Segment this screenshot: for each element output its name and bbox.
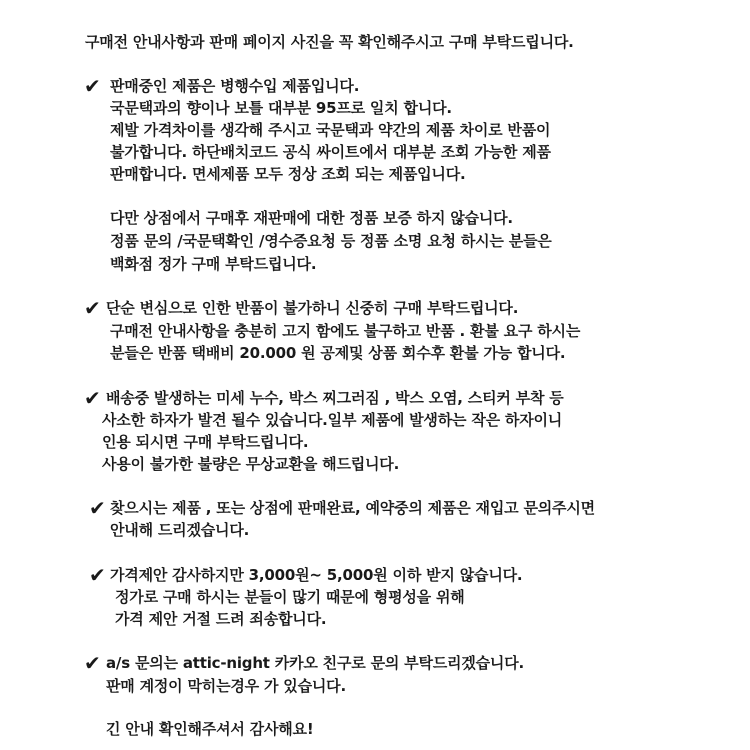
- section1-line-7: 정품 문의 /국문택확인 /영수증요청 등 정품 소명 요청 하시는 분들은: [110, 232, 552, 250]
- section1-line-3: 제발 가격차이를 생각해 주시고 국문택과 약간의 제품 차이로 반품이: [110, 121, 551, 139]
- intro-line: 구매전 안내사항과 판매 페이지 사진을 꼭 확인해주시고 구매 부탁드립니다.: [85, 33, 574, 51]
- section3-line-1: 배송중 발생하는 미세 누수, 박스 찌그러짐 , 박스 오염, 스티커 부착 등: [106, 389, 564, 407]
- section5-line-3: 가격 제안 거절 드려 죄송합니다.: [115, 610, 327, 628]
- section1-line-2: 국문택과의 향이나 보틀 대부분 95프로 일치 합니다.: [110, 99, 452, 117]
- section5-line-1: 가격제안 감사하지만 3,000원~ 5,000원 이하 받지 않습니다.: [110, 566, 523, 584]
- check-icon: ✔: [84, 386, 101, 410]
- section1-line-8: 백화점 정가 구매 부탁드립니다.: [110, 255, 317, 273]
- section3-line-2: 사소한 하자가 발견 될수 있습니다.일부 제품에 발생하는 작은 하자이니: [102, 411, 563, 429]
- section3-line-4: 사용이 불가한 불량은 무상교환을 해드립니다.: [102, 455, 400, 473]
- check-icon: ✔: [84, 651, 101, 675]
- section4-line-1: 찾으시는 제품 , 또는 상점에 판매완료, 예약중의 제품은 재입고 문의주시면: [110, 499, 595, 517]
- section2-line-3: 분들은 반품 택배비 20.000 원 공제및 상품 회수후 환불 가능 합니다.: [110, 344, 566, 362]
- section6-line-2: 판매 계정이 막히는경우 가 있습니다.: [106, 677, 346, 695]
- check-icon: ✔: [84, 74, 101, 98]
- section3-line-3: 인용 되시면 구매 부탁드립니다.: [102, 433, 309, 451]
- section1-line-5: 판매합니다. 면세제품 모두 정상 조회 되는 제품입니다.: [110, 165, 466, 183]
- section1-line-4: 불가합니다. 하단배치코드 공식 싸이트에서 대부분 조회 가능한 제품: [110, 143, 551, 161]
- section2-line-1: 단순 변심으로 인한 반품이 불가하니 신중히 구매 부탁드립니다.: [106, 299, 519, 317]
- check-icon: ✔: [84, 296, 101, 320]
- check-icon: ✔: [89, 496, 106, 520]
- check-icon: ✔: [89, 563, 106, 587]
- closing-line: 긴 안내 확인해주셔서 감사해요!: [106, 720, 314, 738]
- section1-line-1: 판매중인 제품은 병행수입 제품입니다.: [110, 77, 360, 95]
- section6-line-1: a/s 문의는 attic-night 카카오 친구로 문의 부탁드리겠습니다.: [106, 654, 525, 672]
- section5-line-2: 정가로 구매 하시는 분들이 많기 때문에 형평성을 위해: [115, 588, 465, 606]
- section2-line-2: 구매전 안내사항을 충분히 고지 함에도 불구하고 반품 . 환불 요구 하시는: [110, 322, 581, 340]
- section4-line-2: 안내해 드리겠습니다.: [110, 521, 250, 539]
- section1-line-6: 다만 상점에서 구매후 재판매에 대한 정품 보증 하지 않습니다.: [110, 209, 513, 227]
